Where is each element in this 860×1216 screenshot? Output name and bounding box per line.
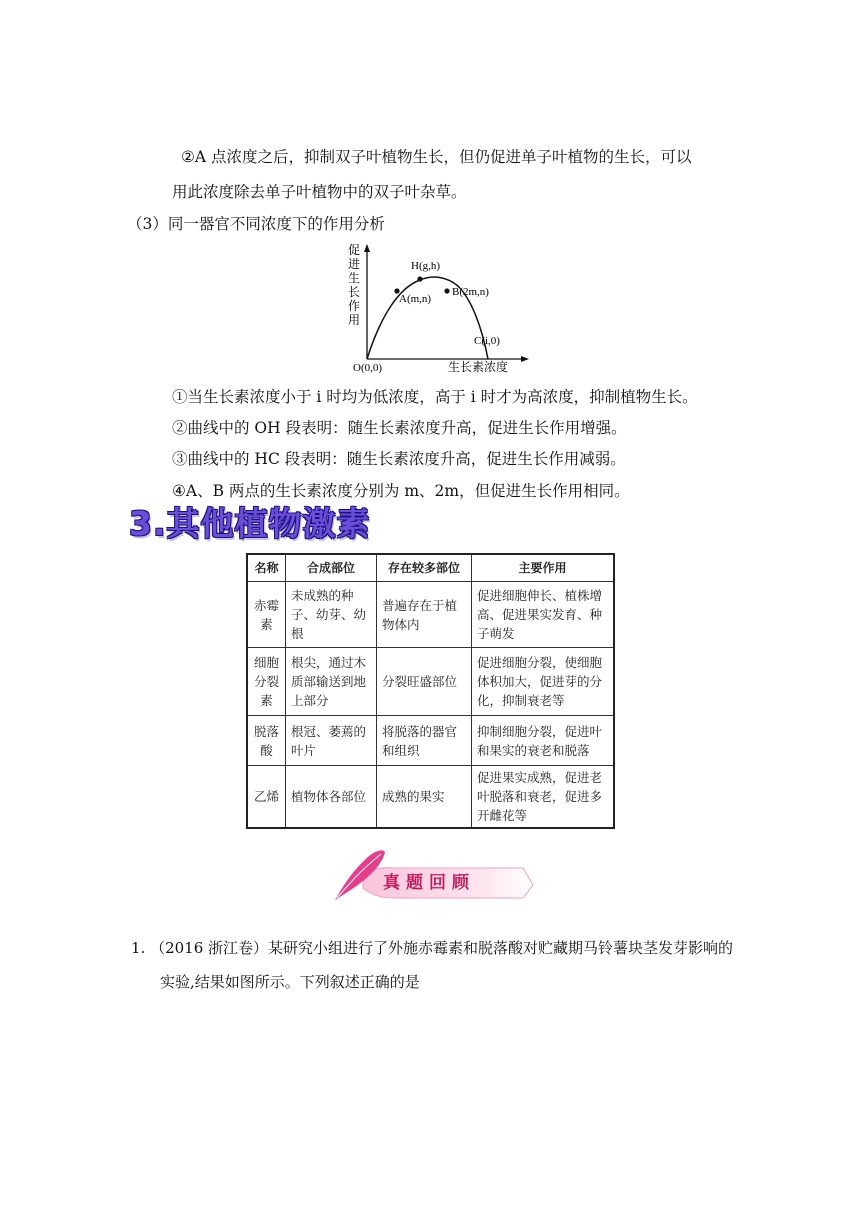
label-a: A(m,n) (399, 293, 432, 305)
point-h (417, 276, 422, 281)
table-cell: 成熟的果实 (377, 766, 472, 829)
banner-title: 真题回顾 (383, 873, 475, 893)
subsection-heading: （3）同一器官不同浓度下的作用分析 (127, 215, 385, 233)
question-line: 实验,结果如图所示。下列叙述正确的是 (160, 973, 420, 991)
table-cell: 促进果实成熟，促进老叶脱落和衰老，促进多开雌花等 (472, 766, 615, 829)
question-line: 1. （2016 浙江卷）某研究小组进行了外施赤霉素和脱落酸对贮藏期马铃薯块茎发芽影响的 (131, 939, 734, 957)
table-row (247, 582, 614, 648)
table-cell: 乙烯 (247, 766, 286, 829)
table-cell: 根尖，通过木质部输送到地上部分 (286, 648, 377, 716)
table-cell: 促进细胞分裂，使细胞体积加大，促进芽的分化，抑制衰老等 (472, 648, 615, 716)
label-h: H(g,h) (411, 260, 441, 272)
table-cell: 将脱落的器官和组织 (377, 716, 472, 766)
x-axis-label: 生长素浓度 (448, 360, 509, 374)
table-cell: 细胞分裂素 (247, 648, 286, 716)
paragraph-line: ②A 点浓度之后，抑制双子叶植物生长，但仍促进单子叶植物的生长，可以 (181, 148, 692, 166)
ylabel-char: 生 (348, 271, 361, 285)
ylabel-char: 促 (348, 243, 361, 257)
table-cell: 植物体各部位 (286, 766, 377, 829)
table-header: 合成部位 (286, 554, 377, 582)
y-axis-arrow (364, 244, 370, 252)
ylabel-char: 进 (348, 257, 361, 271)
paragraph-line: 用此浓度除去单子叶植物中的双子叶杂草。 (172, 183, 467, 201)
x-axis-arrow (521, 356, 529, 362)
ylabel-char: 长 (348, 285, 361, 299)
table-cell: 赤霉素 (247, 582, 286, 648)
table-row (247, 648, 614, 716)
table-row (247, 766, 614, 829)
table-cell: 普遍存在于植物体内 (377, 582, 472, 648)
analysis-item: ①当生长素浓度小于 i 时均为低浓度，高于 i 时才为高浓度，抑制植物生长。 (172, 388, 698, 406)
section-heading: 3.其他植物激素 (129, 504, 371, 543)
point-b (444, 288, 449, 293)
analysis-item: ③曲线中的 HC 段表明：随生长素浓度升高，促进生长作用减弱。 (172, 450, 626, 468)
ylabel-char: 作 (348, 299, 361, 313)
table-row (247, 716, 614, 766)
table-header: 主要作用 (472, 554, 615, 582)
auxin-concentration-graph (340, 238, 530, 374)
ylabel-char: 用 (348, 313, 361, 327)
label-b: B(2m,n) (452, 286, 489, 298)
table-header-row (247, 554, 614, 582)
table-cell: 未成熟的种子、幼芽、幼根 (286, 582, 377, 648)
table-header: 存在较多部位 (377, 554, 472, 582)
hormone-table (246, 553, 615, 829)
table-header: 名称 (247, 554, 286, 582)
label-c: C(i,0) (474, 335, 500, 347)
table-cell: 抑制细胞分裂，促进叶和果实的衰老和脱落 (472, 716, 615, 766)
label-origin: O(0,0) (353, 362, 383, 374)
table-cell: 分裂旺盛部位 (377, 648, 472, 716)
analysis-item: ②曲线中的 OH 段表明：随生长素浓度升高，促进生长作用增强。 (172, 419, 627, 437)
table-cell: 促进细胞伸长、植株增高、促进果实发育、种子萌发 (472, 582, 615, 648)
analysis-item: ④A、B 两点的生长素浓度分别为 m、2m，但促进生长作用相同。 (172, 482, 630, 500)
table-cell: 根冠、萎蔫的叶片 (286, 716, 377, 766)
table-cell: 脱落酸 (247, 716, 286, 766)
